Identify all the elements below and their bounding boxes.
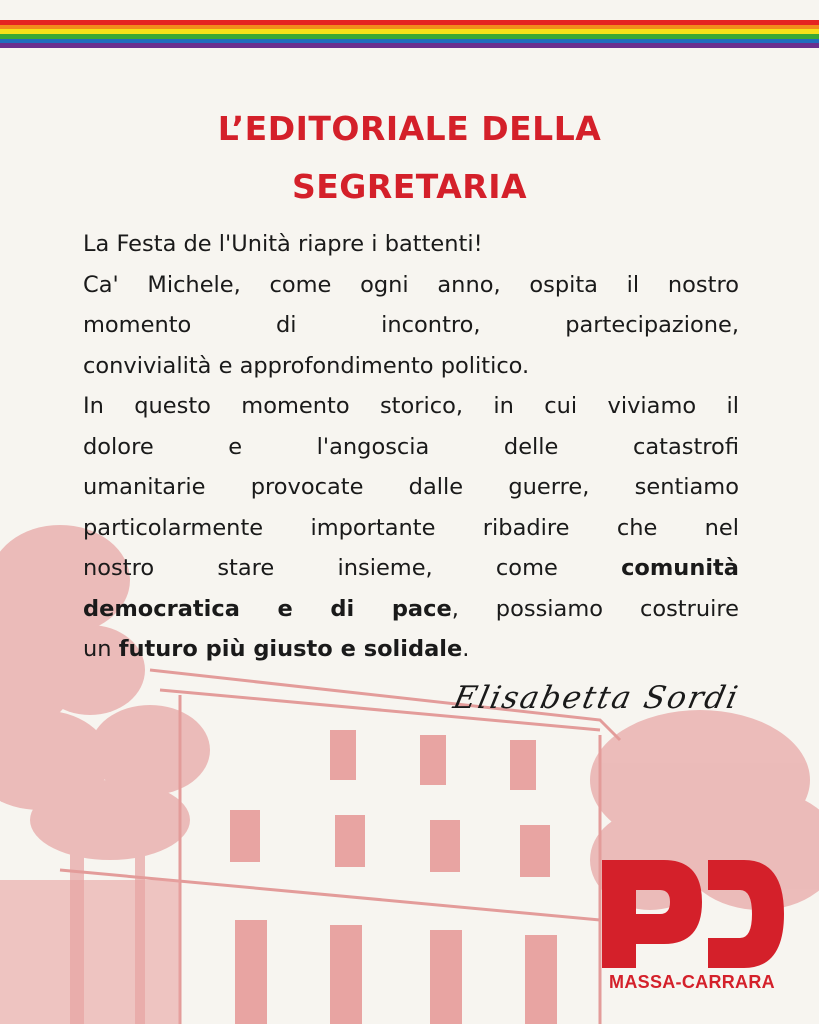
signature: Elisabetta Sordi xyxy=(450,680,743,716)
bold-text: comunità xyxy=(621,555,739,581)
body-line: particolarmente importante ribadire che nel xyxy=(83,514,739,541)
body-line xyxy=(83,548,739,589)
body-line: momento di incontro, partecipazione, xyxy=(83,312,739,338)
bold-text: democratica e di pace xyxy=(83,595,452,622)
rainbow-stripe xyxy=(0,20,819,48)
body-line: convivialità e approfondimento politico. xyxy=(83,352,530,379)
body-text: . xyxy=(462,636,470,662)
body-line xyxy=(83,629,739,670)
title-line-1: L’EDITORIALE DELLA xyxy=(217,109,602,148)
page-title xyxy=(0,100,819,216)
body-line: dolore e l'angoscia delle catastrofi xyxy=(83,433,739,460)
body-line: umanitarie provocate dalle guerre, sentiamo xyxy=(83,474,739,500)
body-text: un xyxy=(83,636,119,662)
bold-text: futuro più giusto e solidale xyxy=(118,636,463,662)
body-line: Ca' Michele, come ogni anno, ospita il nostro xyxy=(83,271,739,298)
title-line-2: SEGRETARIA xyxy=(291,167,528,206)
body-line xyxy=(83,589,739,630)
body-text: , possiamo costruire xyxy=(451,595,739,622)
logo-subtitle: MASSA-CARRARA xyxy=(609,972,775,992)
body-line: In questo momento storico, in cui viviamo il xyxy=(83,393,739,419)
rainbow-band xyxy=(0,43,819,48)
body-line: La Festa de l'Unità riapre i battenti! xyxy=(83,231,483,257)
body-text: nostro stare insieme, come xyxy=(83,555,622,581)
editorial-body xyxy=(83,224,739,670)
